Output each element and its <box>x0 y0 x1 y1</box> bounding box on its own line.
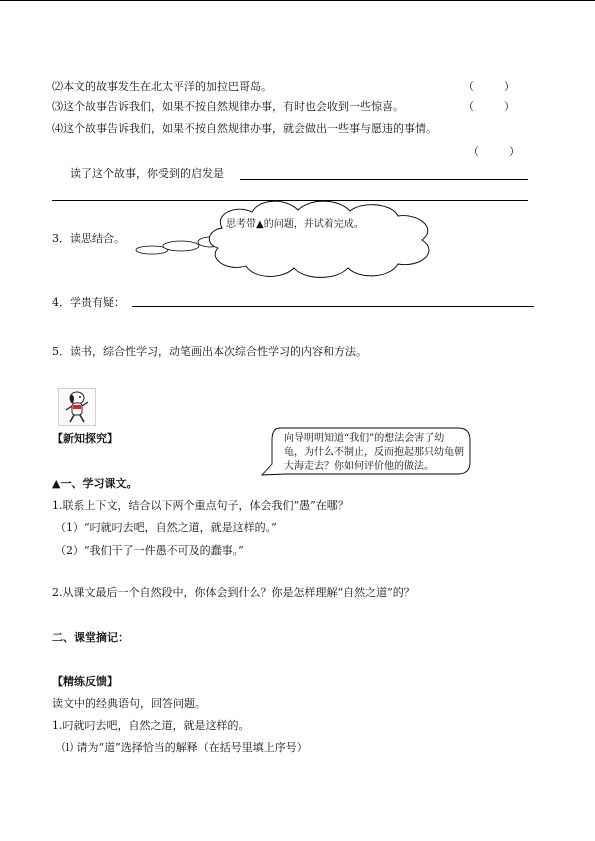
practice-intro: 读文中的经典语句，回答问题。 <box>52 697 206 710</box>
q4-ask-questions: 4．学贵有疑： <box>52 296 125 309</box>
answer-paren-q3[interactable]: （ ） <box>463 100 515 113</box>
q5-read-study: 5．读书，综合性学习，动笔画出本次综合性学习的内容和方法。 <box>52 345 367 358</box>
practice-q1: 1.叼就叼去吧，自然之道，就是这样的。 <box>52 719 250 732</box>
key-sentence-1: （1）“叼就叼去吧，自然之道，就是这样的。” <box>55 521 277 534</box>
practice-heading: 【精练反馈】 <box>52 675 118 688</box>
study-q1: 1.联系上下文，结合以下两个重点句子，体会我们“愚”在哪？ <box>52 499 349 512</box>
notes-heading: 二、课堂摘记： <box>52 631 129 644</box>
judge-q2: ⑵本文的故事发生在北太平洋的加拉巴哥岛。 <box>52 80 272 93</box>
q3-read-think: 3．读思结合。 <box>52 232 125 245</box>
speech-text: 向导明明知道“我们”的想法会害了幼龟，为什么不制止，反而抱起那只幼龟朝大海走去？你如何评价他的做法。 <box>284 433 464 472</box>
key-sentence-2: （2）“我们干了一件愚不可及的蠢事。” <box>55 544 244 557</box>
judge-q4: ⑷这个故事告诉我们，如果不按自然规律办事，就会做出一些事与愿违的事情。 <box>52 122 437 135</box>
judge-q3: ⑶这个故事告诉我们，如果不按自然规律办事，有时也会收到一些惊喜。 <box>52 100 404 113</box>
cloud-text: 思考带▲的问题，并试着完成。 <box>226 219 364 230</box>
practice-sub1: ⑴ 请为“道”选择恰当的解释（在括号里填上序号） <box>62 741 308 754</box>
new-knowledge-heading: 【新知探究】 <box>52 432 118 445</box>
answer-paren-q4[interactable]: （ ） <box>468 145 520 158</box>
answer-paren-q2[interactable]: （ ） <box>463 80 515 93</box>
study-heading: ▲一、学习课文。 <box>52 477 138 490</box>
inspiration-prompt: 读了这个故事，你受到的启发是 <box>70 167 224 180</box>
study-q2: 2.从课文最后一个自然段中，你体会到什么？你是怎样理解“自然之道”的？ <box>52 586 415 599</box>
